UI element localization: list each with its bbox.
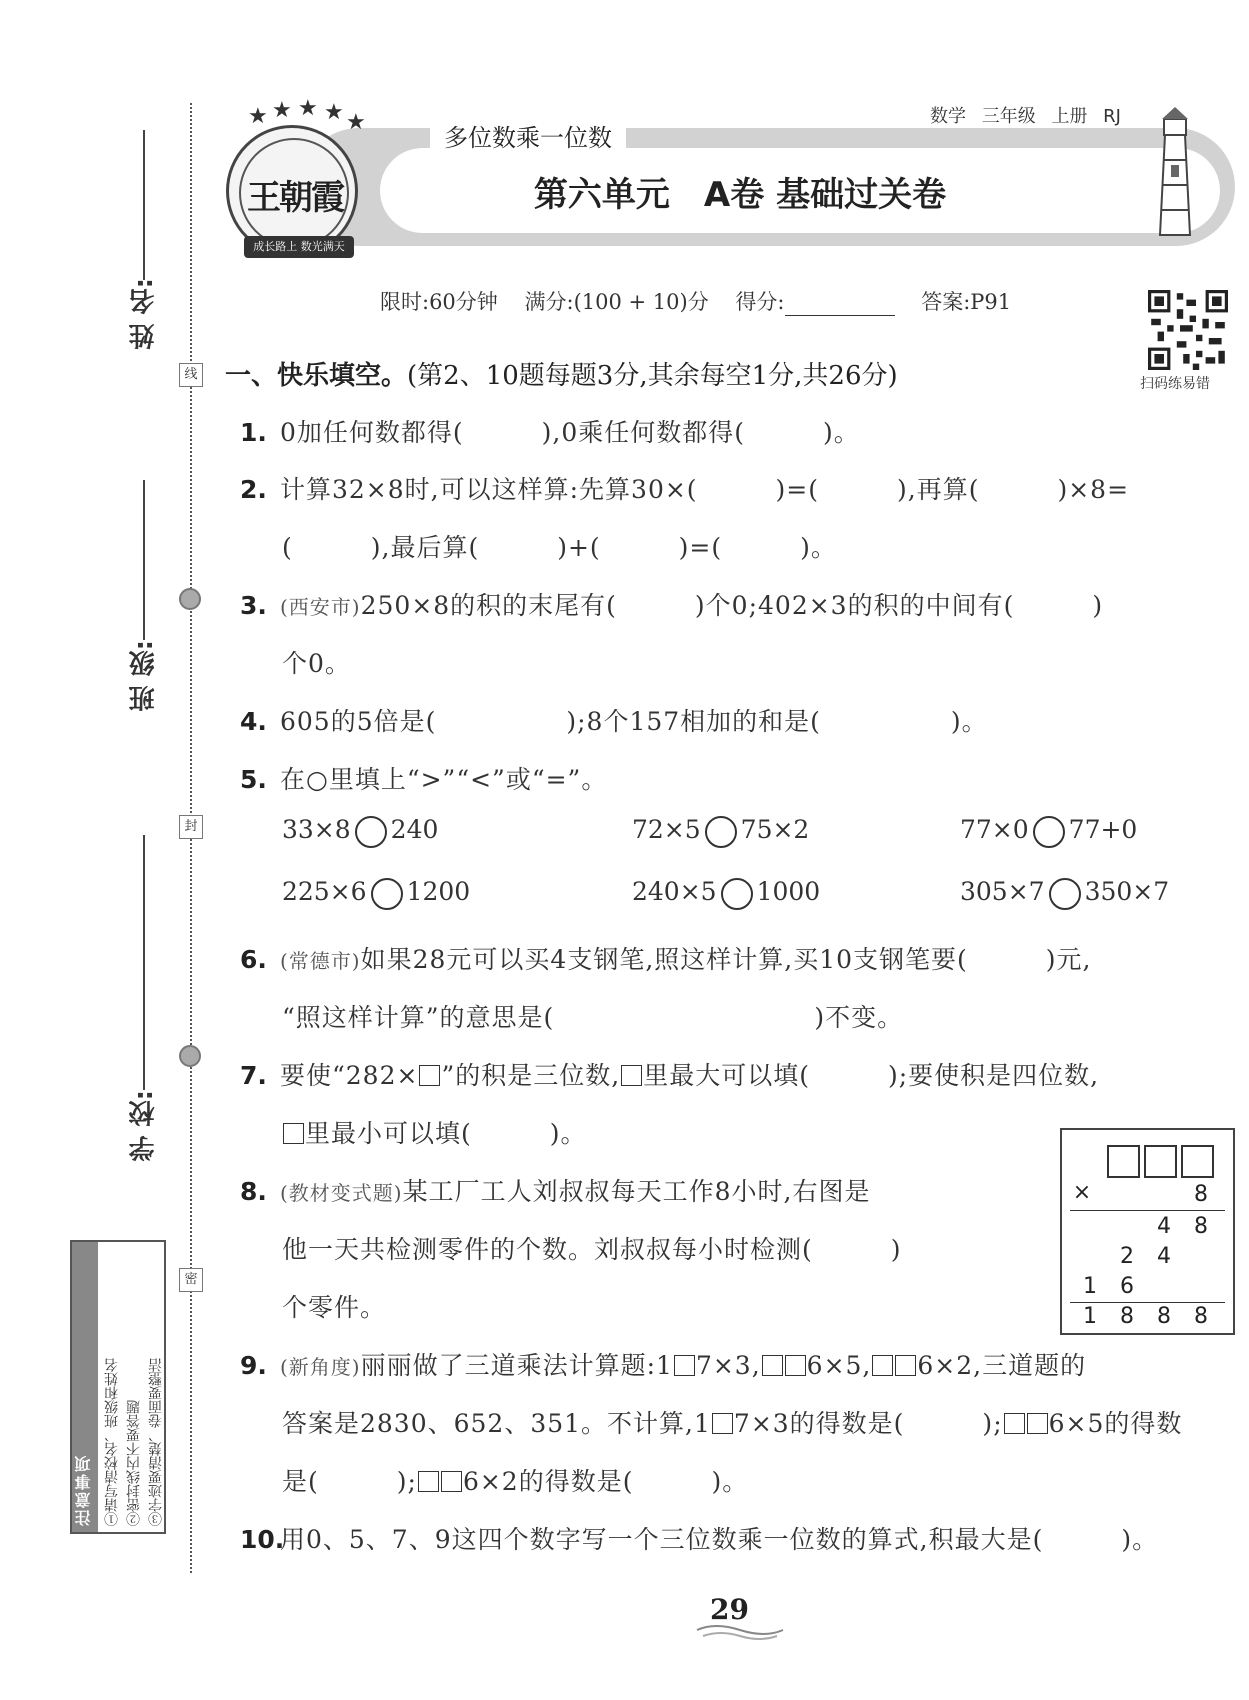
blank-square[interactable]: [1027, 1413, 1048, 1434]
question-source: (新角度): [280, 1355, 361, 1379]
question-number: 9.: [240, 1351, 267, 1380]
blank-square[interactable]: [785, 1355, 806, 1376]
digit-box[interactable]: [1181, 1145, 1214, 1178]
question-number: 4.: [240, 707, 267, 736]
compare-circle[interactable]: [705, 816, 737, 848]
multiplier-digit: 8: [1194, 1182, 1208, 1207]
cut-mark-xian: 线: [179, 363, 203, 387]
compare-circle[interactable]: [1033, 816, 1065, 848]
wave-ornament-icon: [695, 1622, 785, 1642]
star-icon: ★: [272, 98, 292, 123]
partial-digit: 1: [1083, 1274, 1097, 1299]
compare-circle[interactable]: [355, 816, 387, 848]
question-text: 计算32×8时,可以这样算:先算30×( )=( ),再算( )×8=: [280, 475, 1130, 504]
question-text: 某工厂工人刘叔叔每天工作8小时,右图是: [402, 1177, 871, 1206]
blank-square[interactable]: [441, 1471, 462, 1492]
question-number: 2.: [240, 475, 267, 504]
question-8-continued: 他一天共检测零件的个数。刘叔叔每小时检测( ): [282, 1235, 902, 1264]
star-icon: ★: [298, 96, 318, 121]
blank-square[interactable]: [621, 1065, 642, 1086]
question-10: [240, 1520, 1158, 1556]
blank-square[interactable]: [872, 1355, 893, 1376]
school-label: 学 校:: [129, 1090, 159, 1162]
question-1: [240, 413, 860, 449]
blank-square[interactable]: [283, 1123, 304, 1144]
qr-caption: 扫码练易错: [1140, 376, 1210, 392]
section-1-heading: [225, 355, 898, 392]
question-text: 605的5倍是( );8个157相加的和是( )。: [280, 707, 988, 736]
result-digit: 8: [1120, 1304, 1134, 1329]
notice-box: [70, 1240, 166, 1534]
qr-code-icon[interactable]: [1148, 290, 1228, 370]
compare-circle[interactable]: [371, 878, 403, 910]
star-icon: ★: [346, 110, 366, 135]
question-text: 在○里填上“>”“<”或“=”。: [280, 765, 608, 794]
question-text: 用0、5、7、9这四个数字写一个三位数乘一位数的算式,积最大是( )。: [280, 1525, 1159, 1554]
question-8-continued: 个零件。: [282, 1293, 387, 1322]
partial-digit: 8: [1194, 1214, 1208, 1239]
partial-digit: 4: [1157, 1214, 1171, 1239]
result-digit: 1: [1083, 1304, 1097, 1329]
partial-digit: 6: [1120, 1274, 1134, 1299]
question-number: 7.: [240, 1061, 267, 1090]
result-digit: 8: [1157, 1304, 1171, 1329]
subject-info: 数学 三年级 上册 RJ: [930, 106, 1121, 127]
blank-square[interactable]: [762, 1355, 783, 1376]
notice-item: ③字迹要清楚、卷面要整洁: [148, 1358, 164, 1526]
logo-ribbon: 成长路上 数光满天: [244, 236, 354, 258]
score-field[interactable]: [785, 295, 895, 316]
section-1-note: (第2、10题每题3分,其余每空1分,共26分): [407, 361, 898, 391]
rule-line: [1070, 1210, 1225, 1211]
name-field[interactable]: [143, 130, 145, 280]
question-3-continued: 个0。: [282, 649, 351, 678]
notice-item: ①请写清校名、班级和姓名: [104, 1358, 120, 1526]
class-label: 班 级:: [129, 640, 159, 712]
compare-item: 33×8 240: [282, 815, 438, 848]
question-number: 3.: [240, 591, 267, 620]
compare-item: 77×0 77+0: [960, 815, 1137, 848]
cut-mark-feng: 封: [179, 815, 203, 839]
school-field[interactable]: [143, 835, 145, 1090]
exam-info-line: [380, 286, 1011, 316]
blank-square[interactable]: [712, 1413, 733, 1434]
digit-box[interactable]: [1107, 1145, 1140, 1178]
page-title: 第六单元 A卷 基础过关卷: [533, 175, 947, 215]
cut-mark-mi: 密: [179, 1268, 203, 1292]
scroll-ornament-icon: [179, 588, 201, 610]
question-number: 8.: [240, 1177, 267, 1206]
question-text: 0加任何数都得( ),0乘任何数都得( )。: [280, 418, 860, 447]
logo-name: 王朝霞: [247, 178, 343, 218]
name-label: 姓 名:: [129, 278, 159, 350]
times-sign: ×: [1072, 1180, 1092, 1205]
blank-square[interactable]: [674, 1355, 695, 1376]
compare-item: 225×6 1200: [282, 877, 470, 910]
question-number: 5.: [240, 765, 267, 794]
rule-line: [1070, 1302, 1225, 1303]
partial-digit: 2: [1120, 1244, 1134, 1269]
question-9-continued: 答案是2830、652、351。不计算,1 7×3的得数是( ); 6×5的得数: [282, 1409, 1183, 1438]
vertical-multiplication-figure: [1060, 1128, 1235, 1335]
question-4: [240, 702, 988, 738]
compare-item: 240×5 1000: [632, 877, 820, 910]
question-5: [240, 760, 607, 796]
question-text: 250×8的积的末尾有( )个0;402×3的积的中间有( ): [360, 591, 1104, 620]
question-2: [240, 470, 1129, 506]
question-8: [240, 1172, 870, 1208]
question-9-continued: 是( ); 6×2的得数是( )。: [282, 1467, 749, 1496]
section-1-title: 一、快乐填空。: [225, 361, 408, 391]
blank-square[interactable]: [419, 1065, 440, 1086]
notice-title: 注意事项: [74, 1454, 93, 1526]
question-6: [240, 940, 1092, 976]
question-source: (常德市): [280, 949, 361, 973]
partial-digit: 4: [1157, 1244, 1171, 1269]
question-source: (西安市): [280, 595, 361, 619]
question-number: 10.: [240, 1525, 285, 1554]
scroll-ornament-icon: [179, 1045, 201, 1067]
result-digit: 8: [1194, 1304, 1208, 1329]
digit-box[interactable]: [1144, 1145, 1177, 1178]
class-field[interactable]: [143, 480, 145, 640]
unit-topic: 多位数乘一位数: [430, 118, 626, 153]
compare-item: 72×5 75×2: [632, 815, 809, 848]
page-number: 29: [710, 1593, 749, 1626]
compare-circle[interactable]: [721, 878, 753, 910]
question-7-continued: 里最小可以填( )。: [282, 1114, 587, 1150]
question-2-continued: ( ),最后算( )+( )=( )。: [282, 533, 837, 562]
star-icon: ★: [324, 100, 344, 125]
question-text: 如果28元可以买4支钢笔,照这样计算,买10支钢笔要( )元,: [360, 945, 1092, 974]
score-label: 得分:: [735, 290, 785, 314]
notice-item: ②密封线内不要答题: [126, 1400, 142, 1526]
question-number: 1.: [240, 418, 267, 447]
compare-item: 305×7 350×7: [960, 877, 1169, 910]
compare-circle[interactable]: [1049, 878, 1081, 910]
time-limit: 限时:60分钟: [380, 290, 498, 314]
blank-square[interactable]: [418, 1471, 439, 1492]
question-3: [240, 586, 1103, 622]
question-number: 6.: [240, 945, 267, 974]
question-7: 7. 要使“282× ”的积是三位数, 里最大可以填( );要使积是四位数,: [240, 1061, 1100, 1090]
full-score: 满分:(100 + 10)分: [524, 290, 709, 314]
question-6-continued: “照这样计算”的意思是( )不变。: [282, 1003, 904, 1032]
question-source: (教材变式题): [280, 1181, 403, 1205]
lighthouse-icon: [1150, 105, 1200, 240]
blank-square[interactable]: [895, 1355, 916, 1376]
question-9: 9. (新角度)丽丽做了三道乘法计算题:1 7×3, 6×5, 6×2,三道题的: [240, 1351, 1087, 1380]
star-icon: ★: [248, 104, 268, 129]
blank-square[interactable]: [1004, 1413, 1025, 1434]
answer-reference: 答案:P91: [921, 290, 1012, 314]
notice-header: [72, 1242, 98, 1532]
